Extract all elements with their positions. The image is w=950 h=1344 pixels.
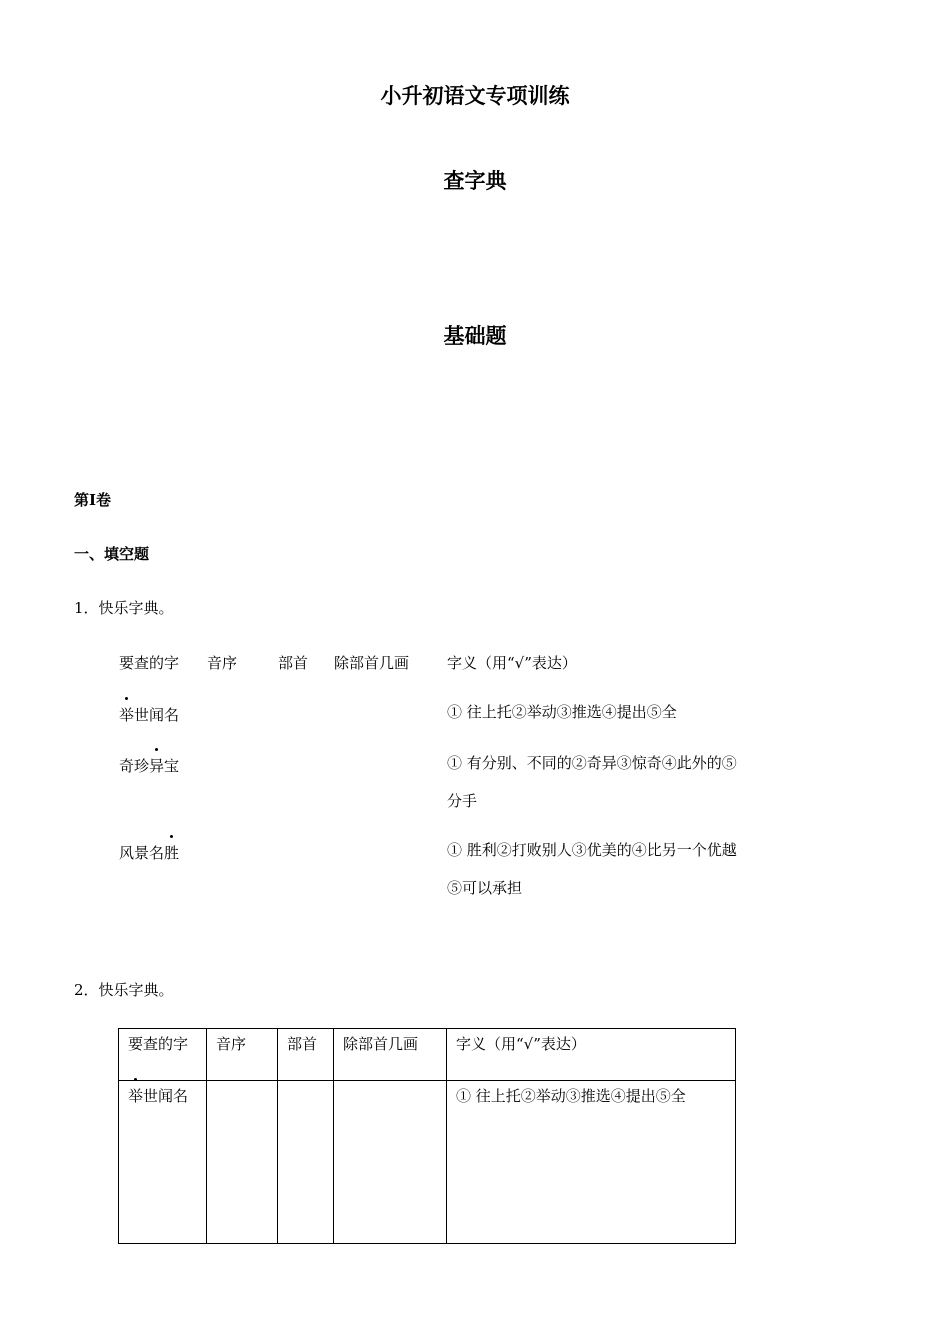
q1-header-strokes: 除部首几画 <box>334 654 410 672</box>
question-1-number: 1． <box>74 599 99 617</box>
q1-row-1-meaning: ① 往上托②举动③推选④提出⑤全 <box>447 703 677 721</box>
q2-strokes-blank[interactable] <box>334 1081 447 1244</box>
part-heading: 一、填空题 <box>74 545 150 563</box>
q1-header-radical: 部首 <box>278 654 309 672</box>
question-2-number: 2． <box>74 981 99 999</box>
question-1-label: 快乐字典。 <box>98 599 174 617</box>
q1-row-3-word: 风景名胜 <box>119 844 180 862</box>
question-1 <box>74 597 174 618</box>
volume-heading: 第I卷 <box>74 491 112 509</box>
q1-row-1-word: 举世闻名 <box>119 706 180 724</box>
dotted-character: 异 <box>149 757 165 775</box>
q2-row-word: 举世闻名 <box>119 1081 207 1244</box>
table-header-row <box>119 1029 736 1081</box>
q1-header-meaning: 字义（用“√”表达） <box>447 654 577 672</box>
q2-header-pinyin: 音序 <box>207 1029 278 1081</box>
q2-pinyin-blank[interactable] <box>207 1081 278 1244</box>
dotted-character: 举 <box>119 706 135 724</box>
q1-row-2-meaning: ① 有分别、不同的②奇异③惊奇④此外的⑤分手 <box>447 754 737 810</box>
q1-row-2-word: 奇珍异宝 <box>119 757 180 775</box>
q2-radical-blank[interactable] <box>278 1081 334 1244</box>
section-title: 基础题 <box>443 323 507 348</box>
q1-header-pinyin: 音序 <box>207 654 238 672</box>
q2-header-meaning: 字义（用“√”表达） <box>447 1029 736 1081</box>
question-2-table <box>118 1028 736 1244</box>
dotted-character: 举 <box>128 1087 144 1105</box>
document-title: 小升初语文专项训练 <box>380 83 570 108</box>
dotted-character: 胜 <box>164 844 180 862</box>
q2-header-radical: 部首 <box>278 1029 334 1081</box>
table-row <box>119 1081 736 1244</box>
q1-header-char: 要查的字 <box>119 654 180 672</box>
q2-row-meaning: ① 往上托②举动③推选④提出⑤全 <box>447 1081 736 1244</box>
q2-header-strokes: 除部首几画 <box>334 1029 447 1081</box>
document-subtitle: 查字典 <box>443 168 507 193</box>
question-2 <box>74 979 174 1000</box>
q1-row-3-meaning: ① 胜利②打败别人③优美的④比另一个优越⑤可以承担 <box>447 841 737 897</box>
q2-header-char: 要查的字 <box>119 1029 207 1081</box>
question-2-label: 快乐字典。 <box>98 981 174 999</box>
